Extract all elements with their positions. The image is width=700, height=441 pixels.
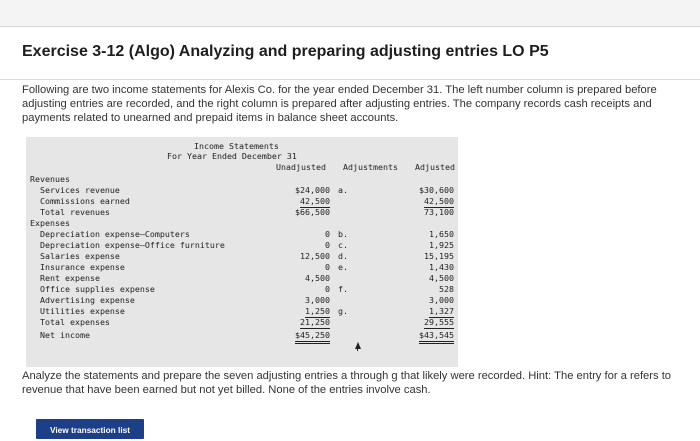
title-divider bbox=[0, 79, 700, 80]
unadjusted-value: 4,500 bbox=[305, 273, 330, 283]
row-label: Total revenues bbox=[40, 207, 110, 217]
unadjusted-value: 0 bbox=[325, 284, 330, 294]
table-row bbox=[26, 273, 458, 284]
row-label: Services revenue bbox=[40, 185, 120, 195]
row-label: Revenues bbox=[30, 174, 70, 184]
adjusted-value: 3,000 bbox=[429, 295, 454, 305]
arrow-up-icon bbox=[355, 342, 361, 349]
table-row bbox=[26, 306, 458, 317]
unadjusted-value: 3,000 bbox=[305, 295, 330, 305]
adjusted-value: 1,430 bbox=[429, 262, 454, 272]
adjusted-value: 1,650 bbox=[429, 229, 454, 239]
unadjusted-value: 42,500 bbox=[300, 196, 330, 206]
view-transaction-list-button[interactable]: View transaction list bbox=[36, 419, 144, 439]
adjusted-value: 1,327 bbox=[429, 306, 454, 316]
adjustment-letter: e. bbox=[338, 262, 348, 272]
table-row bbox=[26, 196, 458, 207]
adjustment-letter: b. bbox=[338, 229, 348, 239]
col-header-adjusted: Adjusted bbox=[415, 162, 455, 172]
adjusted-value: 528 bbox=[439, 284, 454, 294]
unadjusted-value: 1,250 bbox=[305, 306, 330, 316]
statement-period: For Year Ended December 31 bbox=[167, 151, 297, 161]
col-header-adjustments: Adjustments bbox=[343, 162, 398, 172]
adjustment-letter: a. bbox=[338, 185, 348, 195]
adjustment-letter: c. bbox=[338, 240, 348, 250]
unadjusted-value: 0 bbox=[325, 240, 330, 250]
table-row bbox=[26, 240, 458, 251]
income-statement-table bbox=[26, 137, 458, 367]
table-row bbox=[26, 207, 458, 218]
adjusted-value: 1,925 bbox=[429, 240, 454, 250]
adjusted-value: 73,100 bbox=[424, 207, 454, 217]
row-label: Depreciation expense—Computers bbox=[40, 229, 190, 239]
adjustment-letter: d. bbox=[338, 251, 348, 261]
row-label: Advertising expense bbox=[40, 295, 135, 305]
table-row bbox=[26, 262, 458, 273]
table-row bbox=[26, 185, 458, 196]
arrow-up-icon-stem bbox=[357, 348, 358, 351]
row-label: Utilities expense bbox=[40, 306, 125, 316]
row-label: Rent expense bbox=[40, 273, 100, 283]
intro-paragraph: Following are two income statements for Alexis Co. for the year ended December 31. The left number column is prepared before adjusting entries are recorded, and the right column is prepared after adjusting entries. The company records cash receipts and payments related to unearned and prepaid items in balance sheet accounts. bbox=[22, 84, 657, 124]
col-header-unadjusted: Unadjusted bbox=[276, 162, 326, 172]
table-row bbox=[26, 229, 458, 240]
table-row bbox=[26, 330, 458, 341]
table-row bbox=[26, 251, 458, 262]
table-row bbox=[26, 317, 458, 328]
adjusted-value: $43,545 bbox=[419, 330, 454, 344]
unadjusted-value: $66,500 bbox=[295, 207, 330, 217]
row-label: Net income bbox=[40, 330, 90, 340]
unadjusted-value: $24,000 bbox=[295, 185, 330, 195]
adjusted-value: 15,195 bbox=[424, 251, 454, 261]
exercise-card bbox=[0, 26, 700, 441]
table-row bbox=[26, 218, 458, 229]
unadjusted-value: $45,250 bbox=[295, 330, 330, 344]
adjusted-value: 4,500 bbox=[429, 273, 454, 283]
instructions-text: Analyze the statements and prepare the seven adjusting entries a through g that likely were recorded. Hint: The entry for a refers to revenue that have been earned but not yet billed. None of the entries involve cash. bbox=[22, 370, 672, 396]
row-label: Expenses bbox=[30, 218, 70, 228]
adjusted-value: 29,555 bbox=[424, 317, 454, 327]
unadjusted-value: 0 bbox=[325, 262, 330, 272]
adjustment-letter: g. bbox=[338, 306, 348, 316]
unadjusted-value: 12,500 bbox=[300, 251, 330, 261]
table-row bbox=[26, 174, 458, 185]
adjusted-value: $30,600 bbox=[419, 185, 454, 195]
row-label: Salaries expense bbox=[40, 251, 120, 261]
unadjusted-value: 21,250 bbox=[300, 317, 330, 327]
table-row bbox=[26, 284, 458, 295]
row-label: Total expenses bbox=[40, 317, 110, 327]
row-label: Insurance expense bbox=[40, 262, 125, 272]
statement-heading: Income Statements bbox=[194, 141, 279, 151]
exercise-title: Exercise 3-12 (Algo) Analyzing and preparing adjusting entries LO P5 bbox=[22, 43, 549, 60]
adjustment-letter: f. bbox=[338, 284, 348, 294]
adjusted-value: 42,500 bbox=[424, 196, 454, 206]
row-label: Commissions earned bbox=[40, 196, 130, 206]
unadjusted-value: 0 bbox=[325, 229, 330, 239]
row-label: Depreciation expense—Office furniture bbox=[40, 240, 225, 250]
table-row bbox=[26, 295, 458, 306]
row-label: Office supplies expense bbox=[40, 284, 155, 294]
